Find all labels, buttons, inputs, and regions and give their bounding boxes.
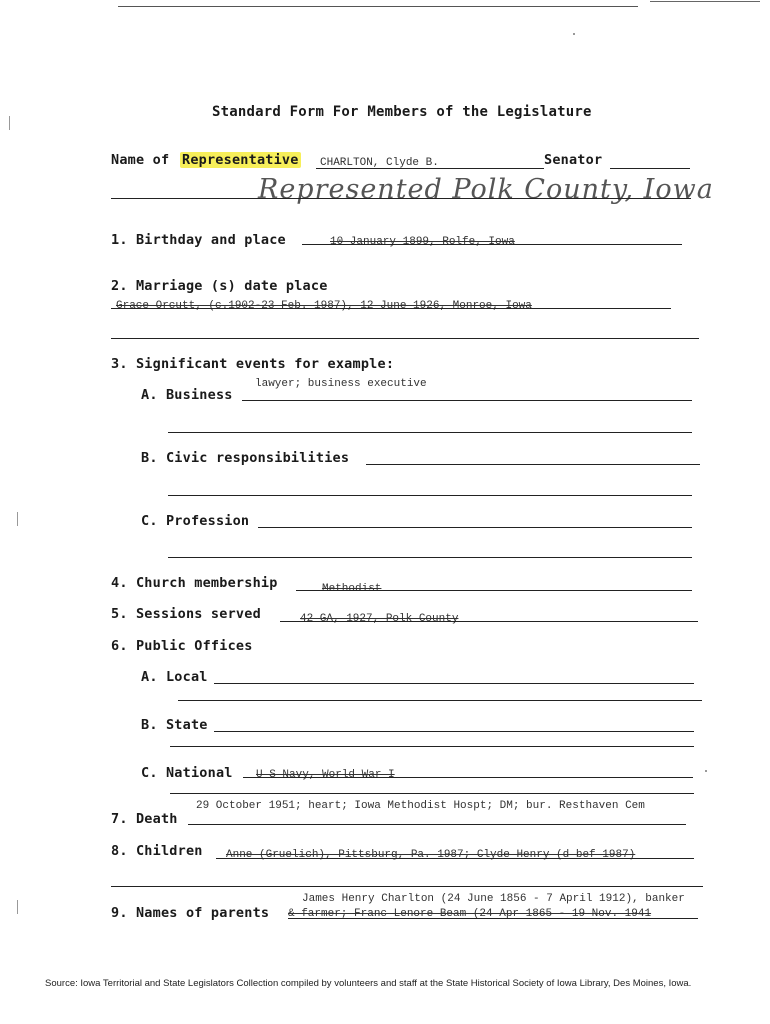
parents-value-line2: & farmer; Franc Lenore Beam (24 Apr 1865 - 19 Nov. 1941 (288, 908, 652, 920)
parents-label: 9. Names of parents (111, 905, 270, 921)
representative-line (316, 168, 544, 169)
death-line (188, 824, 686, 825)
state-line (214, 731, 694, 732)
birthday-label: 1. Birthday and place (111, 232, 286, 248)
representative-label: Representative (182, 152, 299, 168)
marriage-label: 2. Marriage (s) date place (111, 278, 328, 294)
civic-line (366, 464, 700, 465)
business-line-2 (168, 432, 692, 433)
marriage-value: Grace Orcutt, (c.1902-23 Feb. 1987), 12 June 1926, Monroe, Iowa (116, 300, 532, 312)
church-line (296, 590, 692, 591)
civic-label: B. Civic responsibilities (141, 450, 350, 466)
profession-label: C. Profession (141, 513, 250, 529)
source-note: Source: Iowa Territorial and State Legislators Collection compiled by volunteers and staff at the State Historical Society of Iowa Library, Des Moines, Iowa. (45, 978, 692, 989)
sessions-value: 42 GA, 1927, Polk County (300, 613, 459, 625)
national-line-2 (170, 793, 694, 794)
public-offices-label: 6. Public Offices (111, 638, 253, 654)
state-label: B. State (141, 717, 208, 733)
children-line (216, 858, 694, 859)
children-line-2 (111, 886, 703, 887)
name-label: Name of (111, 152, 170, 168)
scan-speck (17, 900, 18, 914)
profession-line (258, 527, 692, 528)
representative-value: CHARLTON, Clyde B. (320, 157, 439, 169)
parents-value-line1: James Henry Charlton (24 June 1856 - 7 April 1912), banker (302, 893, 685, 905)
national-label: C. National (141, 765, 233, 781)
national-line (243, 777, 693, 778)
senator-line (610, 168, 690, 169)
page-title: Standard Form For Members of the Legislature (212, 104, 592, 120)
birthday-line (302, 244, 682, 245)
scan-speck (573, 33, 575, 35)
name-second-line (111, 198, 691, 199)
national-value: U S Navy, World War I (256, 769, 395, 781)
sessions-label: 5. Sessions served (111, 606, 261, 622)
scan-speck (705, 770, 707, 772)
local-line (214, 683, 694, 684)
birthday-value: 10 January 1899, Rolfe, Iowa (330, 236, 515, 248)
scan-speck (9, 116, 10, 130)
senator-label: Senator (544, 152, 603, 168)
business-line (242, 400, 692, 401)
children-value: Anne (Gruelich), Pittsburg, Pa. 1987; Clyde Henry (d bef 1987) (226, 849, 636, 861)
handwritten-note: Represented Polk County, Iowa (258, 174, 714, 205)
marriage-line (111, 308, 671, 309)
business-label: A. Business (141, 387, 233, 403)
death-label: 7. Death (111, 811, 178, 827)
scan-speck (17, 512, 18, 526)
state-line-2 (170, 746, 694, 747)
church-label: 4. Church membership (111, 575, 278, 591)
marriage-line-2 (111, 338, 699, 339)
business-value: lawyer; business executive (255, 378, 427, 390)
significant-events-label: 3. Significant events for example: (111, 356, 395, 372)
parents-line (288, 918, 698, 919)
local-label: A. Local (141, 669, 208, 685)
church-value: Methodist (322, 583, 382, 595)
profession-line-2 (168, 557, 692, 558)
scan-edge-line (118, 6, 638, 7)
local-line-2 (178, 700, 702, 701)
sessions-line (280, 621, 698, 622)
children-label: 8. Children (111, 843, 203, 859)
scan-edge-line (650, 1, 760, 2)
civic-line-2 (168, 495, 692, 496)
death-value: 29 October 1951; heart; Iowa Methodist Hospt; DM; bur. Resthaven Cem (196, 800, 645, 812)
